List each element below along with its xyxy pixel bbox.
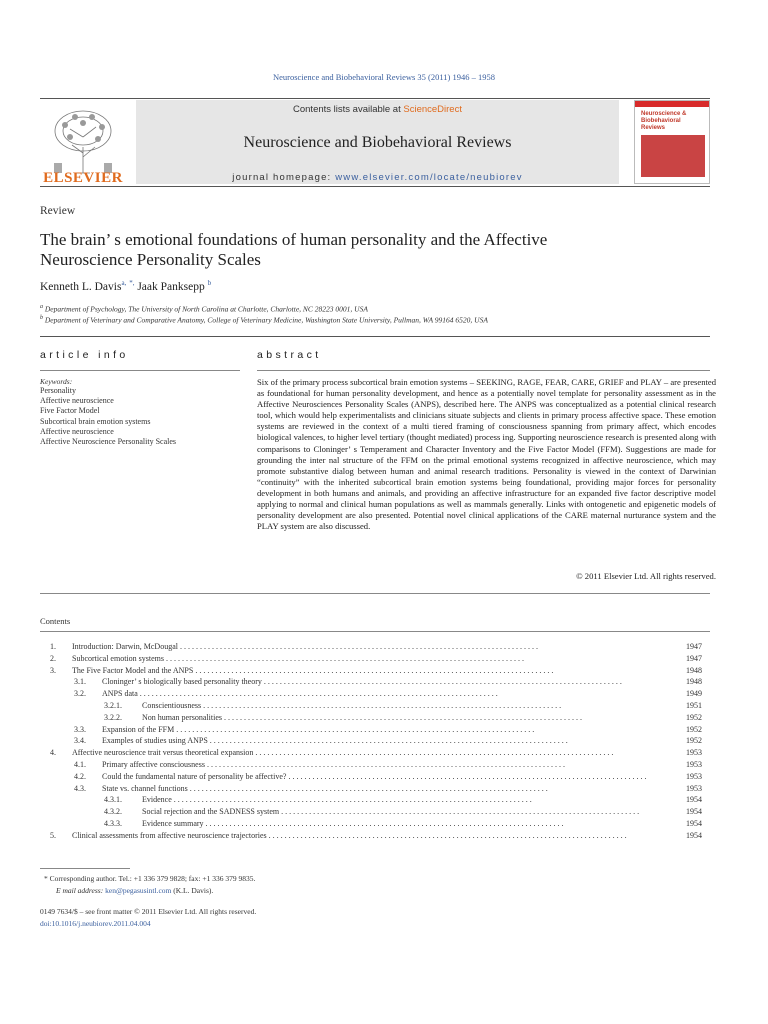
- toc-leader-dots: . . . . . . . . . . . . . . . . . . . . . . . . . . . . . . . . . . . . . . . . . . . . . . . . . . . . . . . . . . . . . . . . . . . . . . . . . . . . . . . . . . . . . . . . . .: [137, 689, 498, 699]
- article-title: [40, 230, 710, 270]
- toc-entry[interactable]: [0, 642, 768, 653]
- toc-entry[interactable]: [0, 819, 768, 830]
- toc-entry-title[interactable]: Introduction: Darwin, McDougal: [72, 642, 178, 651]
- toc-entry-number: 4.: [50, 748, 56, 758]
- toc-entry-label[interactable]: [72, 642, 678, 651]
- toc-leader-dots: . . . . . . . . . . . . . . . . . . . . . . . . . . . . . . . . . . . . . . . . . . . . . . . . . . . . . . . . . . . . . . . . . . . . . . . . . . . . . . . . . . . . . . . . . .: [174, 724, 535, 734]
- toc-entry-label[interactable]: [72, 748, 678, 757]
- toc-entry[interactable]: [0, 666, 768, 677]
- toc-leader-dots: . . . . . . . . . . . . . . . . . . . . . . . . . . . . . . . . . . . . . . . . . . . . . . . . . . . . . . . . . . . . . . . . . . . . . . . . . . . . . . . . . . . . . . . . . .: [279, 807, 640, 817]
- abstract-end-rule: [40, 593, 710, 594]
- toc-entry[interactable]: [0, 725, 768, 736]
- toc-entry[interactable]: [0, 760, 768, 771]
- affiliation-b-mark: b: [40, 315, 43, 321]
- affiliation-b-text: Department of Veterinary and Comparative Anatomy, College of Veterinary Medicine, Washington State University, Pullman, WA 99164 6520, USA: [44, 315, 488, 325]
- keyword-item: Five Factor Model: [40, 406, 100, 416]
- affiliation-a-text: Department of Psychology, The University of North Carolina at Charlotte, Charlotte, NC 28223 0001, USA: [44, 304, 368, 314]
- toc-entry[interactable]: [0, 736, 768, 747]
- contents-prefix: Contents lists available at: [293, 104, 401, 115]
- toc-entry-title[interactable]: Social rejection and the SADNESS system: [142, 807, 280, 817]
- toc-leader-dots: . . . . . . . . . . . . . . . . . . . . . . . . . . . . . . . . . . . . . . . . . . . . . . . . . . . . . . . . . . . . . . . . . . . . . . . . . . . . . . . . . . . . . . . . . .: [201, 701, 562, 710]
- toc-entry-page[interactable]: 1953: [686, 783, 702, 793]
- article-type: Review: [40, 205, 76, 217]
- toc-entry-page[interactable]: 1953: [686, 760, 702, 769]
- toc-leader-dots: . . . . . . . . . . . . . . . . . . . . . . . . . . . . . . . . . . . . . . . . . . . . . . . . . . . . . . . . . . . . . . . . . . . . . . . . . . . . . . . . . . . . . . . . . .: [266, 830, 627, 840]
- toc-entry-title[interactable]: Conscientiousness: [142, 701, 202, 710]
- toc-entry-page[interactable]: 1947: [686, 653, 702, 663]
- affiliation-a: [40, 304, 720, 314]
- toc-leader-dots: . . . . . . . . . . . . . . . . . . . . . . . . . . . . . . . . . . . . . . . . . . . . . . . . . . . . . . . . . . . . . . . . . . . . . . . . . . . . . . . . . . . . . . . . . .: [204, 760, 565, 769]
- author-panksepp-affil-mark[interactable]: b: [207, 279, 212, 287]
- toc-entry-page[interactable]: 1953: [686, 771, 702, 781]
- toc-entry-label[interactable]: [102, 725, 678, 734]
- toc-entry-label[interactable]: [142, 713, 678, 722]
- toc-entry-title[interactable]: The Five Factor Model and the ANPS: [72, 665, 194, 675]
- email-suffix: (K.L. Davis).: [173, 886, 214, 895]
- toc-entry-number: 3.2.2.: [104, 712, 122, 722]
- article-title-line2: Neuroscience Personality Scales: [40, 250, 261, 269]
- toc-entry-title[interactable]: Affective neuroscience trait versus theoretical expansion: [72, 748, 254, 758]
- toc-entry-number: 3.1.: [74, 677, 86, 687]
- toc-entry-label[interactable]: [142, 807, 678, 816]
- author-davis-affil-mark[interactable]: a,: [121, 279, 127, 287]
- email-footnote: [56, 886, 213, 895]
- toc-entry-label[interactable]: [102, 784, 678, 793]
- toc-entry-number: 4.3.3.: [104, 819, 122, 828]
- toc-entry-page[interactable]: 1954: [686, 830, 702, 840]
- toc-entry-number: 4.3.2.: [104, 807, 122, 817]
- footnote-star: *: [44, 874, 48, 883]
- cover-title: Neuroscience & Biobehavioral Reviews: [641, 111, 687, 131]
- toc-entry[interactable]: [0, 748, 768, 759]
- toc-entry-number: 3.: [50, 665, 56, 675]
- toc-entry-label[interactable]: [72, 666, 678, 675]
- toc-leader-dots: . . . . . . . . . . . . . . . . . . . . . . . . . . . . . . . . . . . . . . . . . . . . . . . . . . . . . . . . . . . . . . . . . . . . . . . . . . . . . . . . . . . . . . . . . .: [221, 712, 582, 722]
- sciencedirect-link[interactable]: ScienceDirect: [403, 104, 462, 115]
- toc-entry-number: 3.2.: [74, 689, 86, 699]
- keyword-item: Affective Neuroscience Personality Scales: [40, 437, 177, 447]
- email-link[interactable]: ken@pegasusintl.com: [105, 886, 172, 895]
- keywords-list: [40, 386, 176, 447]
- journal-citation[interactable]: Neuroscience and Biobehavioral Reviews 35 (2011) 1946 – 1958: [272, 72, 496, 82]
- toc-entry-page[interactable]: 1953: [686, 748, 702, 758]
- toc-entry-label[interactable]: [72, 831, 678, 840]
- journal-cover-thumbnail: [634, 100, 710, 184]
- toc-entry[interactable]: [0, 654, 768, 665]
- toc-entry-number: 3.4.: [74, 736, 86, 746]
- toc-entry-label[interactable]: [102, 689, 678, 698]
- corresponding-author-mark[interactable]: *,: [129, 279, 135, 287]
- toc-entry-number: 4.2.: [74, 771, 86, 781]
- toc-entry-title[interactable]: Examples of studies using ANPS: [102, 736, 208, 746]
- affiliation-b: [40, 315, 720, 325]
- issn-line: 0149 7634/$ – see front matter © 2011 Elsevier Ltd. All rights reserved.: [40, 907, 257, 916]
- article-info-heading: article info: [40, 349, 129, 361]
- toc-entry-page[interactable]: 1952: [686, 736, 702, 746]
- toc-entry-title[interactable]: ANPS data: [102, 689, 138, 699]
- toc-entry[interactable]: [0, 713, 768, 724]
- doi-link[interactable]: doi:10.1016/j.neubiorev.2011.04.004: [40, 919, 151, 928]
- toc-entry-label[interactable]: [142, 819, 678, 828]
- journal-name: Neuroscience and Biobehavioral Reviews: [243, 134, 512, 151]
- toc-entry-page[interactable]: 1948: [686, 665, 702, 675]
- toc-entry[interactable]: [0, 795, 768, 806]
- toc-entry-label[interactable]: [102, 736, 678, 745]
- toc-entry-page[interactable]: 1954: [686, 807, 702, 817]
- toc-leader-dots: . . . . . . . . . . . . . . . . . . . . . . . . . . . . . . . . . . . . . . . . . . . . . . . . . . . . . . . . . . . . . . . . . . . . . . . . . . . . . . . . . . . . . . . . . .: [164, 653, 524, 663]
- toc-entry-page[interactable]: 1954: [686, 795, 702, 805]
- keywords-label: Keywords:: [40, 377, 73, 386]
- toc-entry-number: 2.: [50, 653, 56, 663]
- toc-entry-number: 3.2.1.: [104, 701, 122, 710]
- toc-leader-dots: . . . . . . . . . . . . . . . . . . . . . . . . . . . . . . . . . . . . . . . . . . . . . . . . . . . . . . . . . . . . . . . . . . . . . . . . . . . . . . . . . . . . . . . . . .: [193, 665, 554, 675]
- toc-entry-page[interactable]: 1952: [686, 712, 702, 722]
- toc-entry-label[interactable]: [142, 795, 678, 804]
- author-panksepp: Jaak Panksepp: [137, 280, 205, 293]
- toc-entry-number: 4.1.: [74, 760, 86, 769]
- toc-leader-dots: . . . . . . . . . . . . . . . . . . . . . . . . . . . . . . . . . . . . . . . . . . . . . . . . . . . . . . . . . . . . . . . . . . . . . . . . . . . . . . . . . . . . . . . . . .: [171, 795, 532, 805]
- toc-entry-title[interactable]: Evidence summary: [142, 819, 204, 828]
- homepage-link[interactable]: www.elsevier.com/locate/neubiorev: [335, 172, 523, 183]
- toc-entry[interactable]: [0, 772, 768, 783]
- toc-leader-dots: . . . . . . . . . . . . . . . . . . . . . . . . . . . . . . . . . . . . . . . . . . . . . . . . . . . . . . . . . . . . . . . . . . . . . . . . . . . . . . . . . . . . . . . . . .: [187, 783, 548, 793]
- toc-entry-page[interactable]: 1952: [686, 724, 702, 734]
- toc-entry[interactable]: [0, 677, 768, 688]
- contents-rule: [40, 631, 710, 632]
- email-label: E mail address:: [56, 886, 104, 895]
- toc-entry-title[interactable]: Could the fundamental nature of personality be affective?: [102, 771, 287, 781]
- author-line: [40, 279, 211, 293]
- footnote-rule: [40, 868, 130, 869]
- toc-leader-dots: . . . . . . . . . . . . . . . . . . . . . . . . . . . . . . . . . . . . . . . . . . . . . . . . . . . . . . . . . . . . . . . . . . . . . . . . . . . . . . . . . . . . . . . . . .: [203, 819, 564, 828]
- toc-entry-page[interactable]: 1951: [686, 701, 702, 710]
- affiliation-a-mark: a: [40, 304, 43, 310]
- toc-entry-title[interactable]: Expansion of the FFM: [102, 724, 175, 734]
- keyword-item: Subcortical brain emotion systems: [40, 416, 151, 426]
- toc-entry-title[interactable]: Primary affective consciousness: [102, 760, 205, 769]
- toc-entry[interactable]: [0, 689, 768, 700]
- toc-entry-number: 4.3.: [74, 783, 86, 793]
- toc-entry-page[interactable]: 1949: [686, 689, 702, 699]
- abstract-rule: [257, 370, 710, 371]
- keyword-item: Personality: [40, 386, 76, 395]
- toc-entry-title[interactable]: Clinical assessments from affective neuroscience trajectories: [72, 830, 267, 840]
- toc-entry-number: 5.: [50, 830, 56, 840]
- journal-homepage-line: [136, 172, 619, 183]
- toc-entry-label[interactable]: [102, 772, 678, 781]
- toc-entry-label[interactable]: [72, 654, 678, 663]
- abstract-heading: abstract: [257, 349, 322, 361]
- toc-entry-title[interactable]: Evidence: [142, 795, 172, 805]
- front-matter-rule: [40, 336, 710, 337]
- toc-entry-label[interactable]: [102, 760, 678, 769]
- footnote-corresponding-text: Corresponding author. Tel.: +1 336 379 9828; fax: +1 336 379 9835.: [49, 874, 256, 883]
- toc-entry-label[interactable]: [102, 677, 678, 686]
- toc-entry[interactable]: [0, 784, 768, 795]
- toc-entry-title[interactable]: Subcortical emotion systems: [72, 653, 164, 663]
- toc-entry-number: 1.: [50, 642, 56, 651]
- toc-entry-title[interactable]: Cloninger’ s biologically based personality theory: [102, 677, 262, 687]
- author-davis: Kenneth L. Davis: [40, 280, 122, 293]
- contents-available-line: [136, 104, 619, 115]
- article-info-rule: [40, 370, 240, 371]
- cover-image-block: [641, 135, 705, 177]
- toc-entry-title[interactable]: Non human personalities: [142, 712, 222, 722]
- toc-entry[interactable]: [0, 831, 768, 842]
- toc-leader-dots: . . . . . . . . . . . . . . . . . . . . . . . . . . . . . . . . . . . . . . . . . . . . . . . . . . . . . . . . . . . . . . . . . . . . . . . . . . . . . . . . . . . . . . . . . .: [177, 642, 538, 651]
- toc-entry-page[interactable]: 1947: [686, 642, 702, 651]
- cover-top-bar: [635, 101, 709, 107]
- abstract-text: Six of the primary process subcortical brain emotion systems – SEEKING, RAGE, FEAR, CARE, GRIEF and PLAY – are presented as foundational for human personality development, and hence as a potentially novel template for personality assessment as in the Affective Neurosciences Personality Scales (ANPS), described here. The ANPS was conceptualized as a potential clinical research tool, which would help experimentalists and clinicians situate subjects and clients in primary process affective space. These emotion systems are reviewed in the context of a multi tiered framing of consciousness spanning from primary affect, which encodes biological valences, to higher level tertiary (thought mediated) process ing. Supporting neuroscience research is presented along with comparisons to Cloninger’ s Temperament and Character Inventory and the Five Factor Model (FFM). Suggestions are made for grounding the inter nal structure of the FFM on the primal emotional systems recognized in affective neuroscience, which may promote substantive dialog between human and animal research traditions. Personality is viewed in the context of Darwinian “continuity” with the inherited subcortical brain emotion systems being foundational, providing major forces for personality development in both humans and animals, and providing an affective infrastructure for an expanded five factor descriptive model applying to normal and clinical human populations as well as mammals generally. Links with ontogenetic and epigenetic models of personality development are also presented. Potential novel clinical applications of the CARE maternal nurturance system and the PLAY system are also discussed.: [257, 377, 716, 532]
- elsevier-wordmark: ELSEVIER: [43, 170, 123, 186]
- toc-leader-dots: . . . . . . . . . . . . . . . . . . . . . . . . . . . . . . . . . . . . . . . . . . . . . . . . . . . . . . . . . . . . . . . . . . . . . . . . . . . . . . . . . . . . . . . . . .: [253, 748, 614, 758]
- header-rule-top: [40, 98, 710, 99]
- toc-leader-dots: . . . . . . . . . . . . . . . . . . . . . . . . . . . . . . . . . . . . . . . . . . . . . . . . . . . . . . . . . . . . . . . . . . . . . . . . . . . . . . . . . . . . . . . . . .: [261, 677, 622, 687]
- toc-entry-page[interactable]: 1948: [686, 677, 702, 687]
- header-rule-bottom: [40, 186, 710, 187]
- contents-heading: Contents: [40, 616, 71, 626]
- toc-entry-page[interactable]: 1954: [686, 819, 702, 828]
- keyword-item: Affective neuroscience: [40, 396, 114, 406]
- toc-leader-dots: . . . . . . . . . . . . . . . . . . . . . . . . . . . . . . . . . . . . . . . . . . . . . . . . . . . . . . . . . . . . . . . . . . . . . . . . . . . . . . . . . . . . . . . . . .: [207, 736, 568, 746]
- toc-entry-number: 4.3.1.: [104, 795, 122, 805]
- toc-entry-title[interactable]: State vs. channel functions: [102, 783, 188, 793]
- toc-entry[interactable]: [0, 701, 768, 712]
- toc-leader-dots: . . . . . . . . . . . . . . . . . . . . . . . . . . . . . . . . . . . . . . . . . . . . . . . . . . . . . . . . . . . . . . . . . . . . . . . . . . . . . . . . . . . . . . . . . .: [286, 771, 647, 781]
- toc-entry-number: 3.3.: [74, 724, 86, 734]
- toc-entry[interactable]: [0, 807, 768, 818]
- homepage-prefix: journal homepage:: [232, 172, 332, 183]
- keyword-item: Affective neuroscience: [40, 426, 114, 436]
- toc-entry-label[interactable]: [142, 701, 678, 710]
- article-title-line1: The brain’ s emotional foundations of human personality and the Affective: [40, 230, 548, 249]
- abstract-copyright: © 2011 Elsevier Ltd. All rights reserved.: [576, 571, 716, 581]
- corresponding-footnote: [44, 874, 255, 883]
